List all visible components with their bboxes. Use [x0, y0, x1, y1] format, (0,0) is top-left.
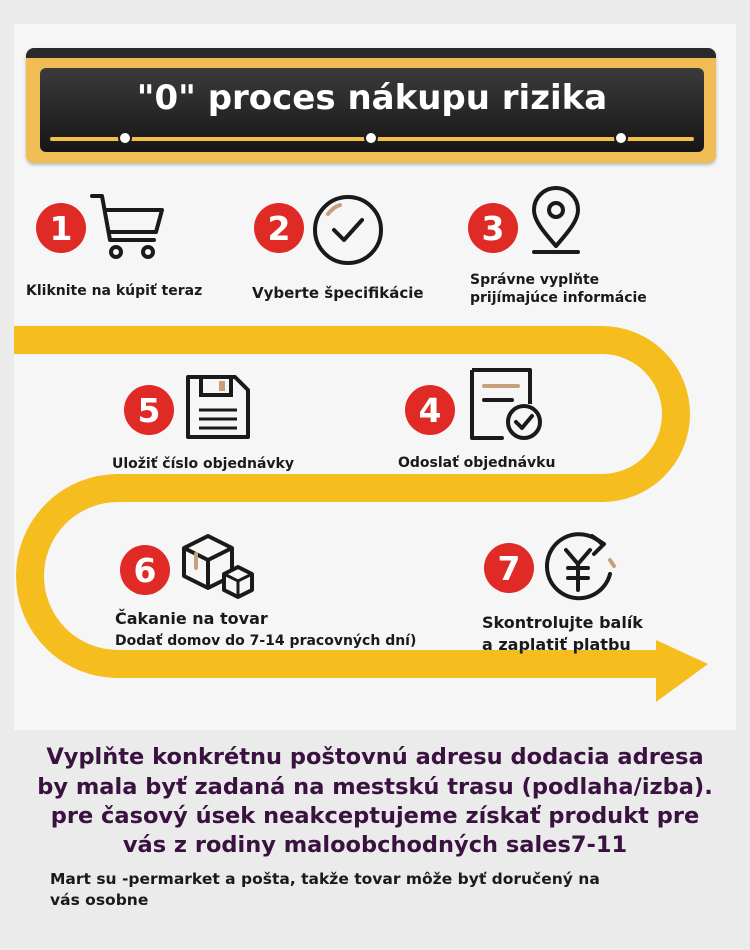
notice-line-2: by mala byť zadaná na mestskú trasu (podlaha/izba). [37, 774, 713, 800]
step-1-badge: 1 [36, 203, 86, 253]
step-3-label [470, 271, 647, 307]
boxes-icon [178, 530, 258, 602]
step-5-label: Uložiť číslo objednávky [112, 456, 294, 472]
step-2-label: Vyberte špecifikácie [252, 284, 424, 302]
step-1-label: Kliknite na kúpiť teraz [26, 283, 203, 299]
step-7-label-line2: a zaplatiť platbu [482, 635, 631, 654]
floppy-disk-icon [183, 372, 253, 442]
step-3-badge: 3 [468, 203, 518, 253]
yen-refresh-icon [540, 530, 620, 606]
step-3-label-line1: Správne vyplňte [470, 272, 600, 288]
notice-small-line-1: Mart su -permarket a pošta, takže tovar môže byť doručený na [50, 870, 600, 888]
location-pin-icon [526, 186, 586, 258]
document-check-icon [466, 364, 546, 444]
notice-line-4: vás z rodiny maloobchodných sales7-11 [122, 832, 628, 858]
notice-line-1: Vyplňte konkrétnu poštovnú adresu dodacia adresa [46, 744, 704, 770]
shopping-cart-icon [88, 190, 168, 262]
checkmark-circle-icon [310, 192, 386, 268]
step-6-label-line1: Čakanie na tovar [115, 609, 268, 628]
step-4-badge: 4 [405, 385, 455, 435]
step-5-badge: 5 [124, 385, 174, 435]
notice-small-line-2: vás osobne [50, 891, 149, 909]
step-3-label-line2: prijímajúce informácie [470, 290, 647, 306]
notice-line-3: pre časový úsek neakceptujeme získať produkt pre [50, 803, 700, 829]
banner-title: "0" proces nákupu rizika [136, 78, 608, 118]
step-4-label: Odoslať objednávku [398, 455, 556, 471]
step-7-badge: 7 [484, 543, 534, 593]
step-2-badge: 2 [254, 203, 304, 253]
step-6-badge: 6 [120, 545, 170, 595]
step-7-label [482, 612, 643, 656]
step-7-label-line1: Skontrolujte balík [482, 613, 643, 632]
step-6-label-line2: Dodať domov do 7-14 pracovných dní) [115, 633, 417, 649]
